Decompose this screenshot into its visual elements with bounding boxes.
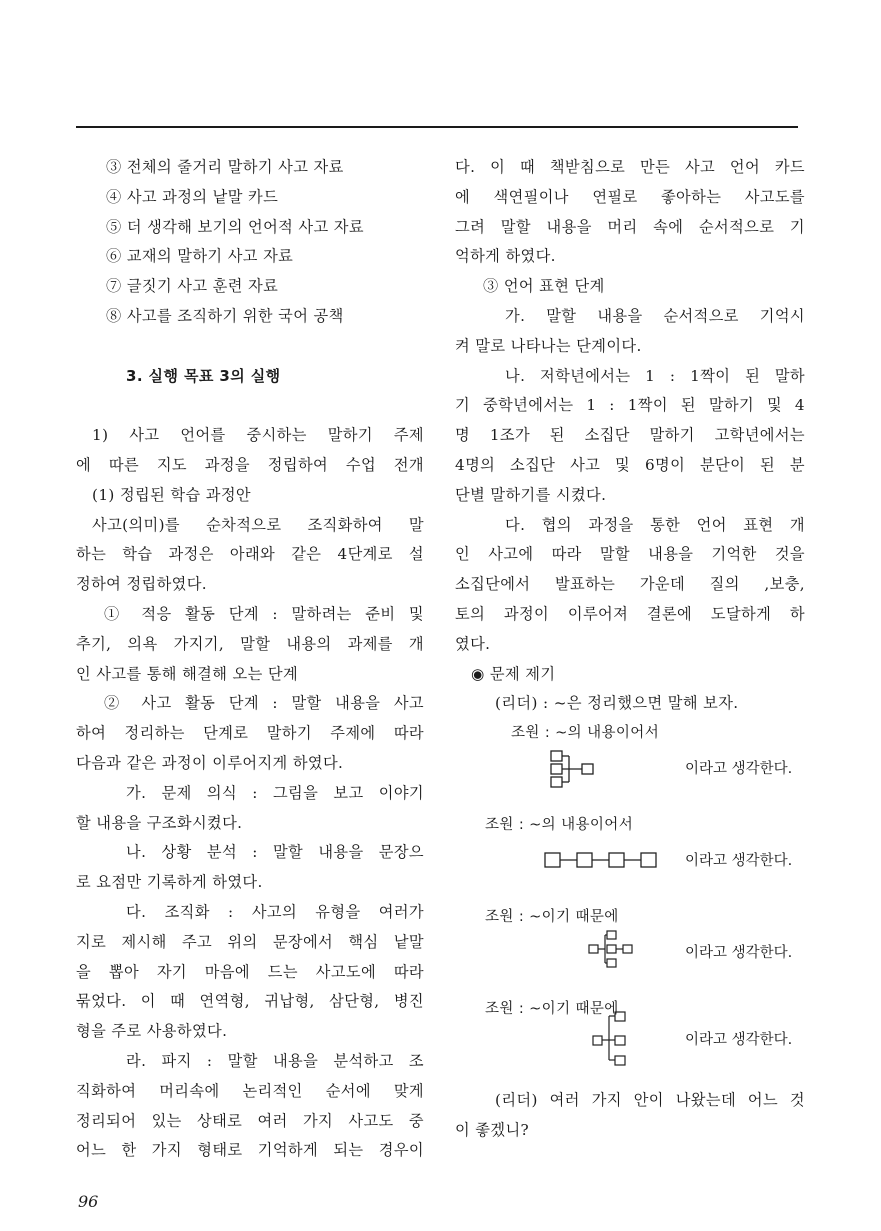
paragraph-line: 정하여 정립하였다. (76, 575, 208, 594)
chain-diagram (543, 841, 673, 881)
thought-diagram-row (455, 1024, 805, 1086)
speaker-line: 조원 : ~의 내용이어서 (485, 816, 634, 833)
paragraph-line: 추기, 의욕 가지기, 말할 내용의 과제를 개 (76, 634, 424, 653)
paragraph-line: 억하게 하였다. (455, 247, 556, 266)
section-heading: 3. 실행 목표 3의 실행 (126, 366, 281, 385)
header-rule (76, 126, 798, 128)
leader-line: (리더) : ~은 정리했으면 말해 보자. (495, 694, 739, 713)
material-item: ⑧ 사고를 조직하기 위한 국어 공책 (106, 306, 344, 325)
diagram-conclusion: 이라고 생각한다. (685, 760, 793, 777)
material-item: ③ 전체의 줄거리 말하기 사고 자료 (106, 158, 344, 176)
subheading: (1) 정립된 학습 과정안 (92, 485, 251, 504)
material-item: ④ 사고 과정의 낱말 카드 (106, 187, 279, 206)
page-number: 96 (78, 1192, 99, 1211)
thought-diagram-row (455, 841, 805, 903)
paragraph-line: 1) 사고 언어를 중시하는 말하기 주제 (92, 426, 424, 445)
parallel-diagram (587, 927, 647, 971)
paragraph-line: 켜 말로 나타나는 단계이다. (455, 336, 642, 355)
paragraph-line: 나. 저학년에서는 1 : 1짝이 된 말하 (505, 366, 805, 385)
paragraph-line: 기 중학년에서는 1 : 1짝이 된 말하기 및 4 (455, 396, 805, 415)
paragraph-line: 소집단에서 발표하는 가운데 질의 ,보충, (455, 575, 805, 594)
paragraph-line: 묶었다. 이 때 연역형, 귀납형, 삼단형, 병진 (76, 992, 424, 1011)
paragraph-line: 그려 말할 내용을 머리 속에 순서적으로 기 (455, 217, 805, 236)
paragraph-line: 다. 협의 과정을 통한 언어 표현 개 (505, 515, 805, 534)
paragraph-line: 직화하여 머리속에 논리적인 순서에 맞게 (76, 1081, 424, 1100)
paragraph-line: 어느 한 가지 형태로 기억하게 되는 경우이 (76, 1141, 424, 1160)
diagram-conclusion: 이라고 생각한다. (685, 944, 793, 961)
paragraph-line: 4명의 소집단 사고 및 6명이 분단이 된 분 (455, 455, 805, 474)
speaker-line: 조원 : ~의 내용이어서 (511, 725, 660, 742)
paragraph-line: 에 따른 지도 과정을 정립하여 수업 전개 (76, 455, 424, 474)
paragraph-line: 가. 말할 내용을 순서적으로 기억시 (505, 306, 805, 325)
paragraph-line: 할 내용을 구조화시켰다. (76, 813, 243, 832)
paragraph-line: ① 적응 활동 단계 : 말하려는 준비 및 (104, 604, 424, 623)
subheading: ③ 언어 표현 단계 (483, 277, 605, 296)
paragraph-line: 라. 파지 : 말할 내용을 분석하고 조 (126, 1051, 424, 1070)
paragraph-line: 인 사고를 통해 해결해 오는 단계 (76, 664, 299, 683)
paragraph-line: 다. 이 때 책받침으로 만든 사고 언어 카드 (455, 158, 805, 176)
paragraph-line: 을 뽑아 자기 마음에 드는 사고도에 따라 (76, 962, 424, 981)
deductive-diagram (545, 749, 605, 791)
speaker-line: 조원 : ~이기 때문에 (485, 908, 619, 925)
inductive-diagram (591, 1008, 641, 1068)
diagram-conclusion: 이라고 생각한다. (685, 852, 793, 869)
paragraph-line: ② 사고 활동 단계 : 말할 내용을 사고 (104, 694, 424, 713)
paragraph-line: 명 1조가 된 소집단 말하기 고학년에서는 (455, 426, 805, 445)
paragraph-line: 나. 상황 분석 : 말할 내용을 문장으 (126, 843, 424, 862)
paragraph-line: 였다. (455, 634, 491, 653)
paragraph-line: 정리되어 있는 상태로 여러 가지 사고도 중 (76, 1111, 424, 1130)
material-item: ⑥ 교재의 말하기 사고 자료 (106, 247, 294, 266)
thought-diagram-row (455, 933, 805, 995)
leader-line: (리더) 여러 가지 안이 나왔는데 어느 것 (495, 1091, 805, 1110)
paragraph-line: 지로 제시해 주고 위의 문장에서 핵심 낱말 (76, 932, 424, 951)
paragraph-line: 다. 조직화 : 사고의 유형을 여러가 (126, 902, 424, 921)
paragraph-line: 가. 문제 의식 : 그림을 보고 이야기 (126, 783, 424, 802)
diagram-conclusion: 이라고 생각한다. (685, 1032, 793, 1049)
paragraph-line: 토의 과정이 이루어져 결론에 도달하게 하 (455, 604, 805, 623)
paragraph-line: 하는 학습 과정은 아래와 같은 4단계로 설 (76, 545, 424, 564)
paragraph-line: 형을 주로 사용하였다. (76, 1022, 228, 1041)
paragraph-line: 사고(의미)를 순차적으로 조직화하여 말 (92, 515, 424, 534)
material-item: ⑦ 글짓기 사고 훈련 자료 (106, 277, 279, 296)
right-column (455, 153, 805, 1146)
material-item: ⑤ 더 생각해 보기의 언어적 사고 자료 (106, 217, 364, 236)
speaker-line: 조원 : ~이기 때문에 (485, 1000, 619, 1017)
leader-line: 이 좋겠니? (455, 1121, 530, 1140)
thought-diagram-row (455, 749, 805, 811)
problem-heading: ◉ 문제 제기 (471, 664, 556, 683)
paragraph-line: 다음과 같은 과정이 이루어지게 하였다. (76, 753, 344, 772)
paragraph-line: 단별 말하기를 시켰다. (455, 485, 607, 504)
paragraph-line: 로 요점만 기록하게 하였다. (76, 873, 263, 892)
paragraph-line: 인 사고에 따라 말할 내용을 기억한 것을 (455, 545, 805, 564)
paragraph-line: 하여 정리하는 단계로 말하기 주제에 따라 (76, 724, 424, 743)
left-column (76, 153, 424, 1166)
paragraph-line: 에 색연필이나 연필로 좋아하는 사고도를 (455, 187, 805, 206)
